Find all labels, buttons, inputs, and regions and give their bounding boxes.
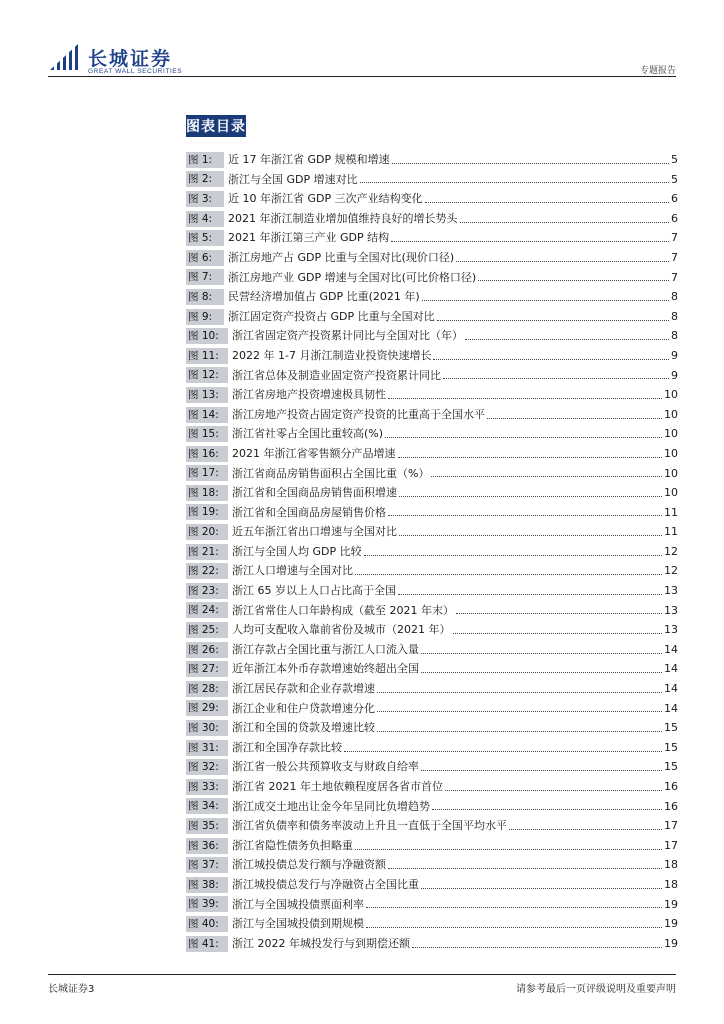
footer-disclaimer: 请参考最后一页评级说明及重要声明: [516, 984, 676, 995]
toc-entry[interactable]: [186, 405, 678, 425]
toc-entry[interactable]: [186, 777, 678, 797]
figure-title: 浙江和全国的贷款及增速比较: [232, 721, 375, 735]
dot-leader: [421, 652, 662, 654]
page-number: 16: [664, 799, 678, 813]
figure-title: 浙江成交土地出让金今年呈同比负增趋势: [232, 799, 430, 813]
toc-entry[interactable]: [186, 150, 678, 170]
toc-entry[interactable]: [186, 228, 678, 248]
toc-entry[interactable]: [186, 836, 678, 856]
page-number: 17: [664, 838, 678, 852]
page-number: 13: [664, 603, 678, 617]
dot-leader: [431, 475, 662, 477]
dot-leader: [443, 377, 669, 379]
figure-number: 图 32:: [186, 759, 228, 775]
toc-entry[interactable]: [186, 699, 678, 719]
figure-title: 浙江省房地产投资增速极具韧性: [232, 388, 386, 402]
page-number: 8: [671, 309, 678, 323]
page-number: 8: [671, 290, 678, 304]
figure-title: 近 17 年浙江省 GDP 规模和增速: [228, 153, 390, 166]
toc-entry[interactable]: [186, 816, 678, 836]
toc-entry[interactable]: [186, 914, 678, 934]
toc-entry[interactable]: [186, 464, 678, 484]
page-number: 10: [664, 427, 678, 441]
dot-leader: [487, 417, 662, 419]
dot-leader: [360, 181, 669, 183]
toc-entry[interactable]: [186, 561, 678, 581]
dot-leader: [453, 632, 663, 634]
page-number: 14: [664, 662, 678, 676]
toc-entry[interactable]: [186, 483, 678, 503]
figure-title: 浙江城投债总发行额与净融资额: [232, 858, 386, 872]
figure-title: 浙江房地产投资占固定资产投资的比重高于全国水平: [232, 407, 485, 421]
figure-number: 图 40:: [186, 916, 228, 932]
page-number: 18: [664, 877, 678, 891]
figure-title: 人均可支配收入靠前省份及城市（2021 年）: [232, 623, 451, 637]
toc-entry[interactable]: [186, 679, 678, 699]
dot-leader: [445, 789, 662, 791]
page-number: 15: [664, 760, 678, 774]
page-number: 10: [664, 407, 678, 421]
figure-number: 图 38:: [186, 877, 228, 893]
toc-entry[interactable]: [186, 326, 678, 346]
figure-number: 图 12:: [186, 367, 228, 383]
figure-title: 2021 年浙江第三产业 GDP 结构: [228, 231, 390, 245]
toc-entry[interactable]: [186, 757, 678, 777]
dot-leader: [355, 573, 662, 575]
page-number: 9: [671, 348, 678, 362]
figure-number: 图 28:: [186, 681, 228, 697]
figure-list: [186, 150, 678, 953]
figure-title: 浙江房地产占 GDP 比重与全国对比(现价口径): [228, 250, 455, 264]
figure-title: 浙江省商品房销售面积占全国比重（%）: [232, 466, 430, 480]
toc-entry[interactable]: [186, 601, 678, 621]
figure-number: 图 24:: [186, 602, 228, 618]
figure-number: 图 8:: [186, 289, 224, 305]
toc-entry[interactable]: [186, 875, 678, 895]
page-number: 19: [664, 897, 678, 911]
toc-entry[interactable]: [186, 895, 678, 915]
figure-number: 图 14:: [186, 407, 228, 423]
toc-entry[interactable]: [186, 424, 678, 444]
page-number: 13: [664, 623, 678, 637]
page-number: 14: [664, 642, 678, 656]
dot-leader: [391, 240, 669, 242]
great-wall-logo-icon: [48, 40, 80, 72]
figure-title: 浙江省一般公共预算收支与财政自给率: [232, 760, 419, 774]
page-number: 11: [664, 505, 678, 519]
page-number: 17: [664, 819, 678, 833]
dot-leader: [399, 534, 662, 536]
dot-leader: [377, 730, 662, 732]
figure-title: 浙江城投债总发行与净融资占全国比重: [232, 877, 419, 891]
toc-entry[interactable]: [186, 366, 678, 386]
figure-title: 浙江存款占全国比重与浙江人口流入量: [232, 642, 419, 656]
figure-number: 图 19:: [186, 504, 228, 520]
dot-leader: [421, 671, 662, 673]
figure-number: 图 11:: [186, 348, 228, 364]
dot-leader: [377, 691, 662, 693]
dot-leader: [422, 299, 669, 301]
toc-entry[interactable]: [186, 444, 678, 464]
figure-title: 浙江省常住人口年龄构成（截至 2021 年末）: [232, 603, 454, 617]
toc-entry[interactable]: [186, 287, 678, 307]
figure-title: 2021 年浙江省零售额分产品增速: [232, 446, 396, 460]
figure-title: 浙江 65 岁以上人口占比高于全国: [232, 584, 396, 598]
dot-leader: [392, 162, 669, 164]
report-type: 专题报告: [639, 66, 676, 76]
page-number: 8: [671, 329, 678, 343]
figure-number: 图 27:: [186, 661, 228, 677]
dot-leader: [366, 926, 662, 928]
header-divider: [48, 76, 676, 77]
figure-number: 图 5:: [186, 230, 224, 246]
figure-title: 浙江省固定资产投资累计同比与全国对比（年）: [232, 329, 463, 343]
page-number: 14: [664, 701, 678, 715]
page-number: 9: [671, 368, 678, 382]
dot-leader: [388, 397, 662, 399]
figure-title: 浙江人口增速与全国对比: [232, 564, 353, 578]
figure-title: 近 10 年浙江省 GDP 三次产业结构变化: [228, 192, 423, 206]
figure-title: 浙江省 2021 年土地依赖程度居各省市首位: [232, 780, 443, 793]
dot-leader: [421, 887, 662, 889]
figure-title: 浙江 2022 年城投发行与到期偿还额: [232, 936, 410, 950]
dot-leader: [456, 612, 662, 614]
dot-leader: [456, 260, 669, 262]
figure-title: 浙江和全国净存款比较: [232, 740, 342, 754]
dot-leader: [388, 867, 662, 869]
figure-number: 图 18:: [186, 485, 228, 501]
dot-leader: [460, 221, 670, 223]
figure-number: 图 35:: [186, 818, 228, 834]
figure-title: 浙江省社零占全国比重较高(%): [232, 427, 384, 441]
page-number: 15: [664, 721, 678, 735]
dot-leader: [421, 769, 662, 771]
figure-title: 浙江与全国城投债到期规模: [232, 917, 364, 931]
figure-number: 图 29:: [186, 700, 228, 716]
figure-number: 图 6:: [186, 250, 224, 266]
toc-entry[interactable]: [186, 620, 678, 640]
page-number: 10: [664, 466, 678, 480]
figure-title: 浙江房地产业 GDP 增速与全国对比(可比价格口径): [228, 270, 477, 284]
figure-title: 浙江省总体及制造业固定资产投资累计同比: [232, 368, 441, 382]
page-number: 19: [664, 936, 678, 950]
figure-number: 图 21:: [186, 544, 228, 560]
toc-entry[interactable]: [186, 268, 678, 288]
figure-title: 浙江省负债率和债务率波动上升且一直低于全国平均水平: [232, 819, 507, 833]
figure-number: 图 39:: [186, 896, 228, 912]
figure-title: 浙江企业和住户贷款增速分化: [232, 701, 375, 715]
toc-entry[interactable]: [186, 385, 678, 405]
page-number: 19: [664, 917, 678, 931]
figure-number: 图 36:: [186, 838, 228, 854]
footer-company: 长城证券3: [48, 984, 95, 995]
page-number: 10: [664, 446, 678, 460]
toc-title: 图表目录: [186, 115, 246, 137]
brand-name-en: GREAT WALL SECURITIES: [88, 68, 183, 75]
toc-entry[interactable]: [186, 934, 678, 954]
page-number: 10: [664, 486, 678, 500]
figure-number: 图 2:: [186, 171, 224, 187]
figure-title: 浙江与全国 GDP 增速对比: [228, 172, 358, 186]
figure-number: 图 13:: [186, 387, 228, 403]
dot-leader: [385, 436, 662, 438]
figure-title: 浙江与全国城投债票面利率: [232, 897, 364, 911]
figure-number: 图 17:: [186, 465, 228, 481]
figure-number: 图 23:: [186, 583, 228, 599]
figure-title: 2022 年 1-7 月浙江制造业投资快速增长: [232, 348, 432, 362]
page-number: 16: [664, 780, 678, 793]
figure-number: 图 30:: [186, 720, 228, 736]
toc-entry[interactable]: [186, 503, 678, 523]
figure-number: 图 33:: [186, 779, 228, 795]
figure-title: 2021 年浙江制造业增加值维持良好的增长势头: [228, 211, 458, 225]
page-number: 7: [671, 270, 678, 284]
page-number: 18: [664, 858, 678, 872]
dot-leader: [432, 808, 662, 810]
figure-number: 图 1:: [186, 152, 224, 168]
toc-entry[interactable]: [186, 718, 678, 738]
page-number: 7: [671, 231, 678, 245]
dot-leader: [412, 946, 662, 948]
toc-entry[interactable]: [186, 170, 678, 190]
toc-entry[interactable]: [186, 855, 678, 875]
toc-entry[interactable]: [186, 738, 678, 758]
figure-title: 浙江省和全国商品房销售面积增速: [232, 486, 397, 500]
page-number: 6: [671, 211, 678, 225]
page-number: 13: [664, 584, 678, 598]
figure-title: 近五年浙江省出口增速与全国对比: [232, 525, 397, 539]
figure-number: 图 34:: [186, 798, 228, 814]
figure-number: 图 31:: [186, 740, 228, 756]
dot-leader: [355, 848, 662, 850]
dot-leader: [344, 750, 662, 752]
dot-leader: [509, 828, 662, 830]
figure-title: 近年浙江本外币存款增速始终超出全国: [232, 662, 419, 676]
toc-entry[interactable]: [186, 640, 678, 660]
figure-number: 图 41:: [186, 936, 228, 952]
page-number: 10: [664, 388, 678, 402]
page-number: 12: [664, 564, 678, 578]
figure-title: 浙江固定资产投资占 GDP 比重与全国对比: [228, 309, 435, 323]
dot-leader: [478, 279, 669, 281]
dot-leader: [398, 593, 662, 595]
toc-entry[interactable]: [186, 189, 678, 209]
dot-leader: [433, 358, 669, 360]
toc-entry[interactable]: [186, 209, 678, 229]
toc-entry[interactable]: [186, 581, 678, 601]
toc-entry[interactable]: [186, 659, 678, 679]
figure-number: 图 4:: [186, 211, 224, 227]
figure-title: 民营经济增加值占 GDP 比重(2021 年): [228, 290, 420, 304]
dot-leader: [399, 495, 662, 497]
figure-number: 图 16:: [186, 446, 228, 462]
dot-leader: [366, 906, 662, 908]
page-number: 15: [664, 740, 678, 754]
figure-title: 浙江与全国人均 GDP 比较: [232, 544, 362, 558]
figure-title: 浙江省隐性债务负担略重: [232, 838, 353, 852]
dot-leader: [364, 554, 662, 556]
figure-title: 浙江省和全国商品房屋销售价格: [232, 505, 386, 519]
page-number: 12: [664, 544, 678, 558]
figure-number: 图 7:: [186, 269, 224, 285]
toc-entry[interactable]: [186, 346, 678, 366]
page-number: 7: [671, 250, 678, 264]
footer-divider: [48, 974, 676, 975]
figure-number: 图 3:: [186, 191, 224, 207]
dot-leader: [425, 201, 669, 203]
figure-number: 图 10:: [186, 328, 228, 344]
figure-number: 图 15:: [186, 426, 228, 442]
toc-entry[interactable]: [186, 522, 678, 542]
dot-leader: [437, 319, 669, 321]
figure-number: 图 20:: [186, 524, 228, 540]
brand-name-cn: 长城证券: [88, 48, 173, 70]
figure-number: 图 37:: [186, 857, 228, 873]
toc-entry[interactable]: [186, 797, 678, 817]
toc-entry[interactable]: [186, 307, 678, 327]
page-header: [0, 0, 724, 80]
page-number: 14: [664, 682, 678, 696]
dot-leader: [388, 514, 662, 516]
toc-entry[interactable]: [186, 542, 678, 562]
page-number: 5: [671, 172, 678, 186]
figure-number: 图 26:: [186, 642, 228, 658]
figure-number: 图 25:: [186, 622, 228, 638]
figure-title: 浙江居民存款和企业存款增速: [232, 682, 375, 696]
dot-leader: [398, 456, 663, 458]
figure-number: 图 9:: [186, 309, 224, 325]
page-number: 5: [671, 153, 678, 166]
toc-entry[interactable]: [186, 248, 678, 268]
dot-leader: [377, 710, 662, 712]
page-number: 6: [671, 192, 678, 206]
page-number: 11: [664, 525, 678, 539]
figure-number: 图 22:: [186, 563, 228, 579]
dot-leader: [465, 338, 669, 340]
